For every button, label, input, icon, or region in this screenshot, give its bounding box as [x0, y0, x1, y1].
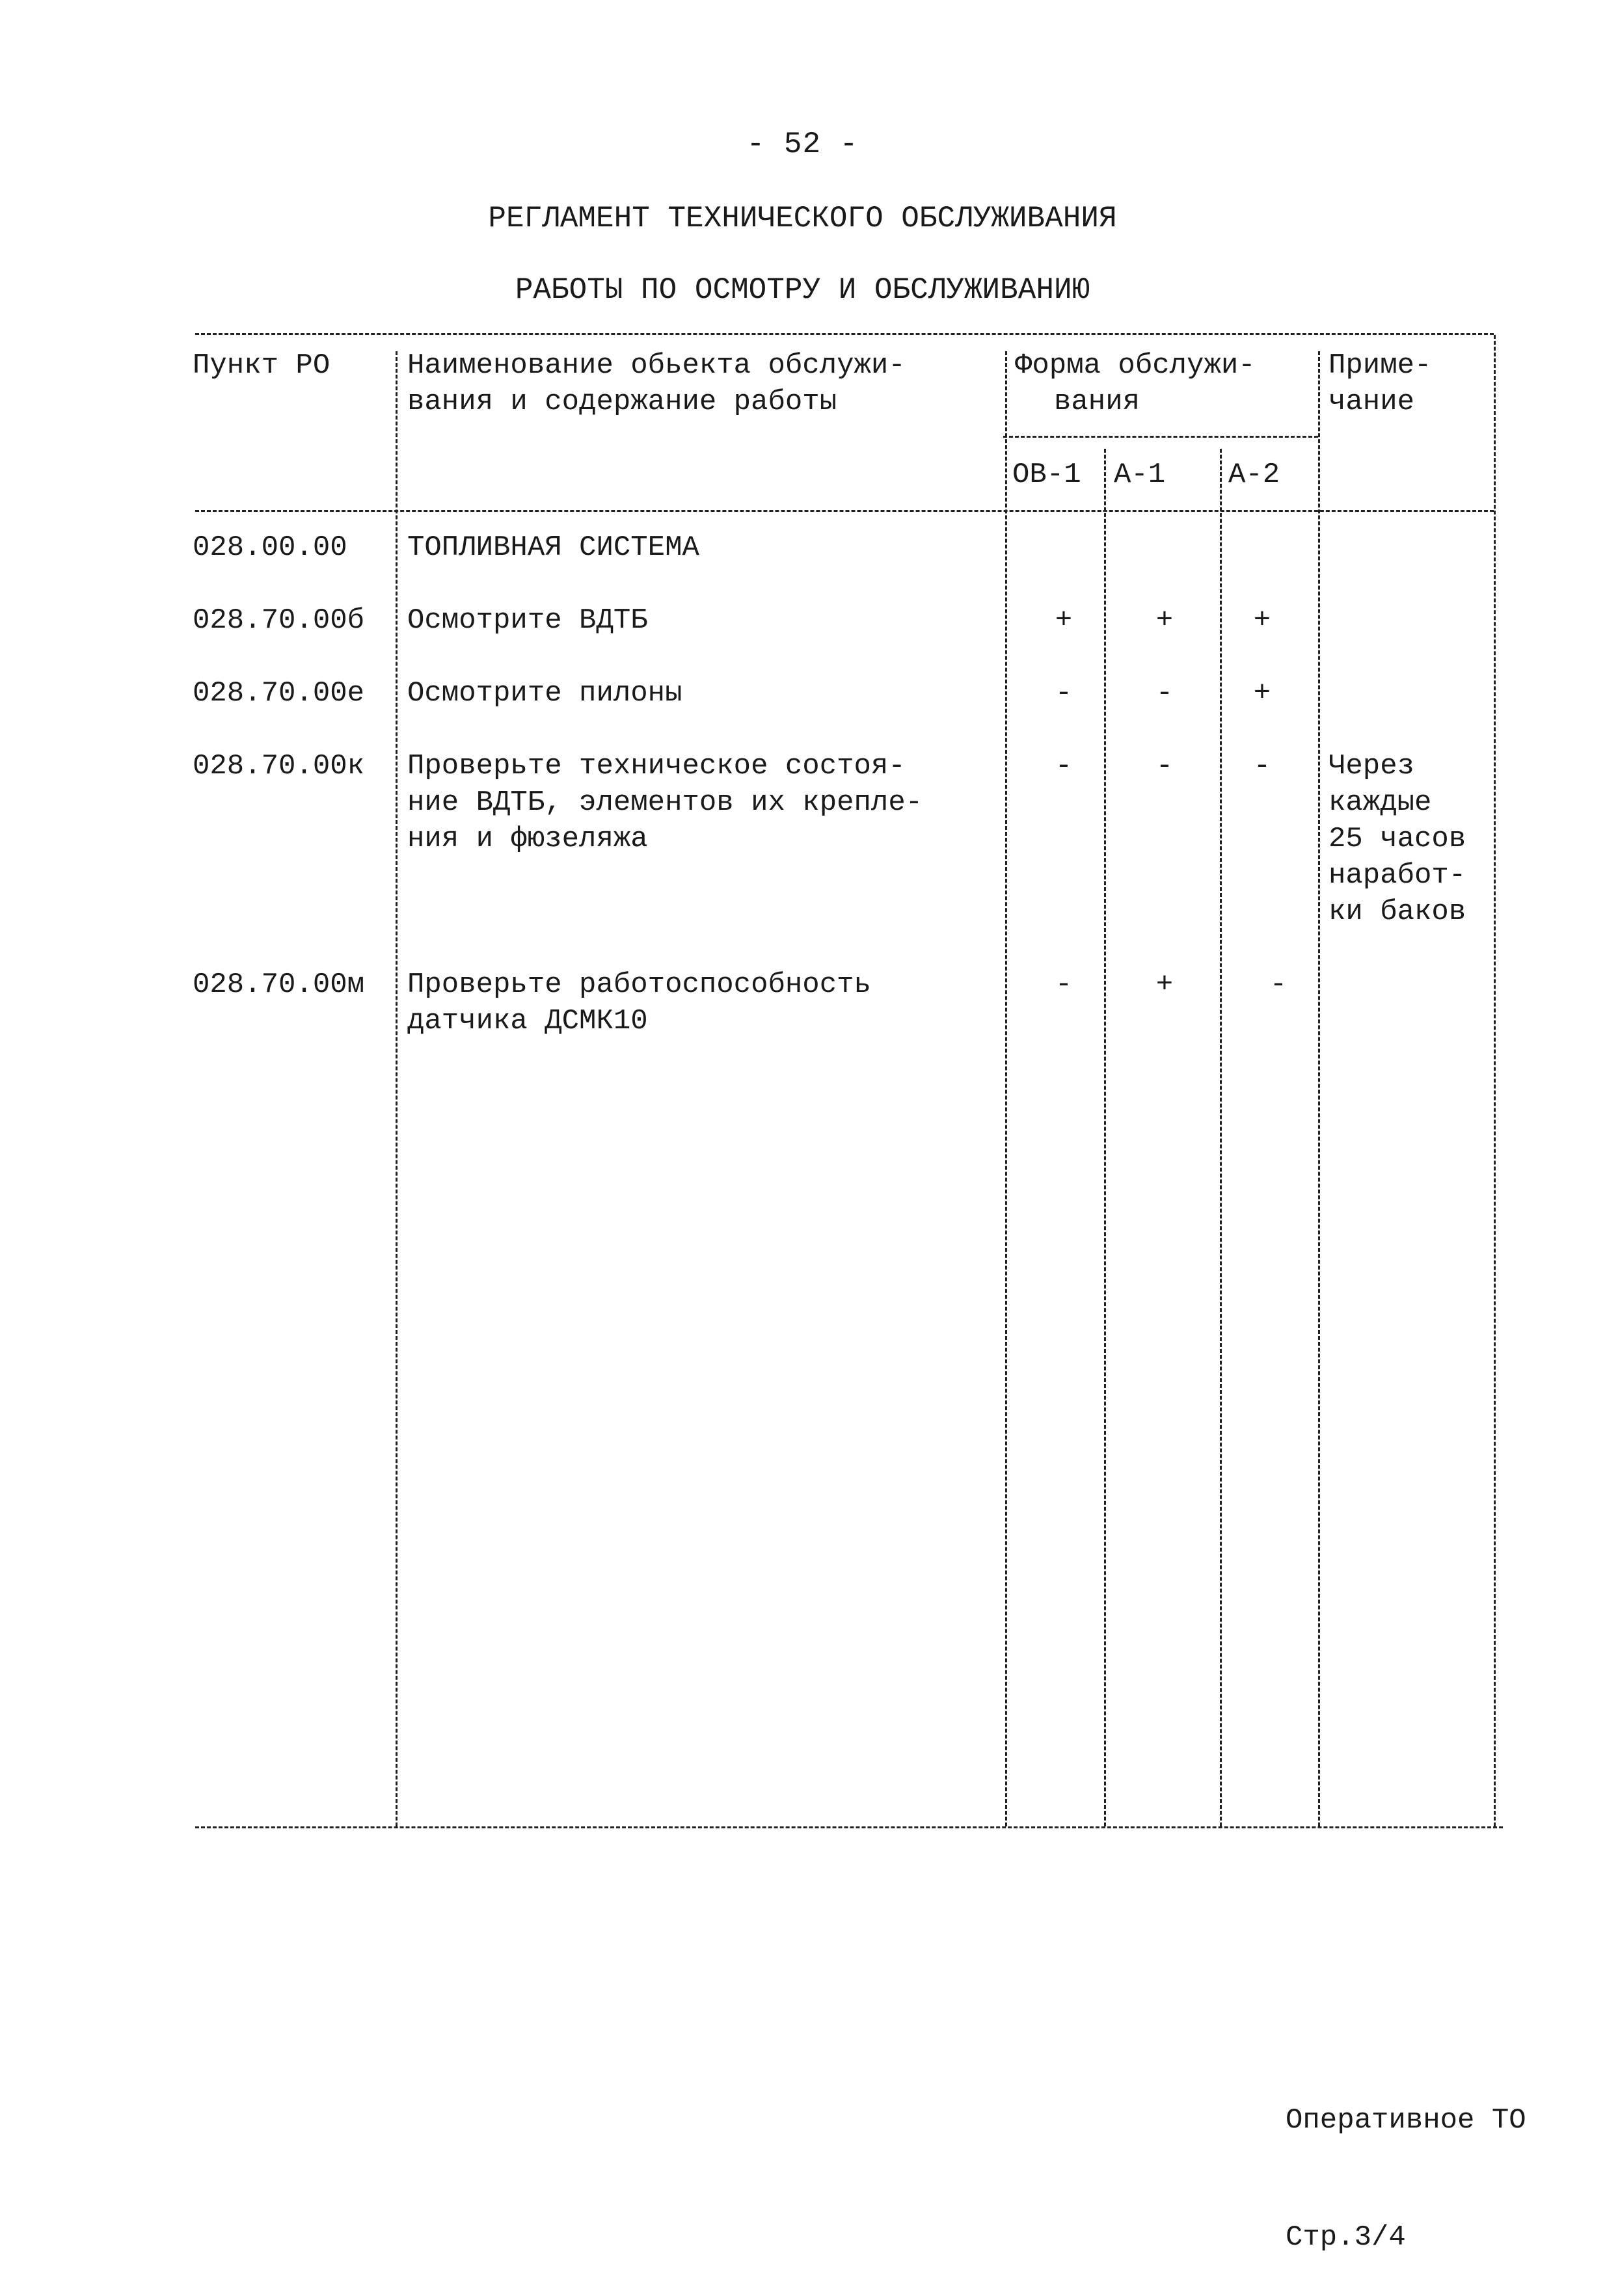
mark-a1: -: [1155, 677, 1174, 710]
mark-a1: -: [1155, 750, 1174, 782]
row-item-code: 028.70.00к: [193, 750, 365, 782]
table-right-border: [1494, 335, 1496, 1826]
row-description-line2: ние ВДТБ, элементов их крепле-: [407, 786, 923, 819]
note-line2: каждые: [1329, 786, 1432, 819]
mark-a2: +: [1253, 677, 1271, 710]
header-form-line2: вания: [1054, 386, 1140, 418]
header-name-line1: Наименование обьекта обслужи-: [407, 349, 906, 382]
divider-a1-a2: [1220, 449, 1222, 1826]
row-item-code: 028.00.00: [193, 531, 347, 564]
row-description: Осмотрите пилоны: [407, 677, 682, 710]
header-a1: А-1: [1114, 459, 1166, 491]
mark-a1: +: [1155, 604, 1174, 637]
row-description-line1: Проверьте работоспособность: [407, 968, 871, 1001]
row-description: ТОПЛИВНАЯ СИСТЕМА: [407, 531, 699, 564]
row-description: Осмотрите ВДТБ: [407, 604, 648, 637]
mark-ov1: -: [1055, 968, 1073, 1001]
mark-a2: +: [1253, 604, 1271, 637]
table-top-border: [195, 333, 1494, 335]
note-line1: Через: [1329, 750, 1415, 782]
page-number: - 52 -: [746, 127, 859, 161]
divider-item-name: [396, 351, 398, 1826]
header-item: Пункт РО: [193, 349, 330, 382]
mark-a2: -: [1269, 968, 1288, 1001]
header-name-line2: вания и содержание работы: [407, 386, 837, 418]
divider-ov1-a1: [1104, 449, 1106, 1826]
header-a2: А-2: [1228, 459, 1280, 491]
header-note-line2: чание: [1329, 386, 1415, 418]
mark-ov1: +: [1055, 604, 1073, 637]
note-line5: ки баков: [1329, 896, 1466, 928]
header-bottom-border: [195, 510, 1494, 512]
mark-ov1: -: [1055, 750, 1073, 782]
row-item-code: 028.70.00е: [193, 677, 365, 710]
row-description-line2: датчика ДСМК10: [407, 1005, 648, 1037]
mark-a1: +: [1155, 968, 1174, 1001]
note-line4: наработ-: [1329, 859, 1466, 892]
header-form-line1: Форма обслужи-: [1015, 349, 1256, 382]
row-description-line3: ния и фюзеляжа: [407, 823, 648, 855]
footer: [1286, 2023, 1526, 2296]
form-subheader-border: [1003, 436, 1318, 438]
footer-section: Оперативное ТО: [1286, 2104, 1526, 2137]
mark-a2: -: [1253, 750, 1271, 782]
mark-ov1: -: [1055, 677, 1073, 710]
divider-name-form: [1005, 351, 1007, 1826]
document-title: РЕГЛАМЕНТ ТЕХНИЧЕСКОГО ОБСЛУЖИВАНИЯ: [488, 202, 1117, 235]
row-item-code: 028.70.00б: [193, 604, 365, 637]
note-line3: 25 часов: [1329, 823, 1466, 855]
footer-page: Стр.3/4: [1286, 2221, 1406, 2254]
header-note-line1: Приме-: [1329, 349, 1432, 382]
table-bottom-border: [195, 1826, 1503, 1828]
header-ov1: ОВ-1: [1012, 459, 1081, 491]
section-title: РАБОТЫ ПО ОСМОТРУ И ОБСЛУЖИВАНИЮ: [515, 273, 1090, 307]
divider-form-note: [1318, 351, 1320, 1826]
row-item-code: 028.70.00м: [193, 968, 365, 1001]
row-description-line1: Проверьте техническое состоя-: [407, 750, 906, 782]
